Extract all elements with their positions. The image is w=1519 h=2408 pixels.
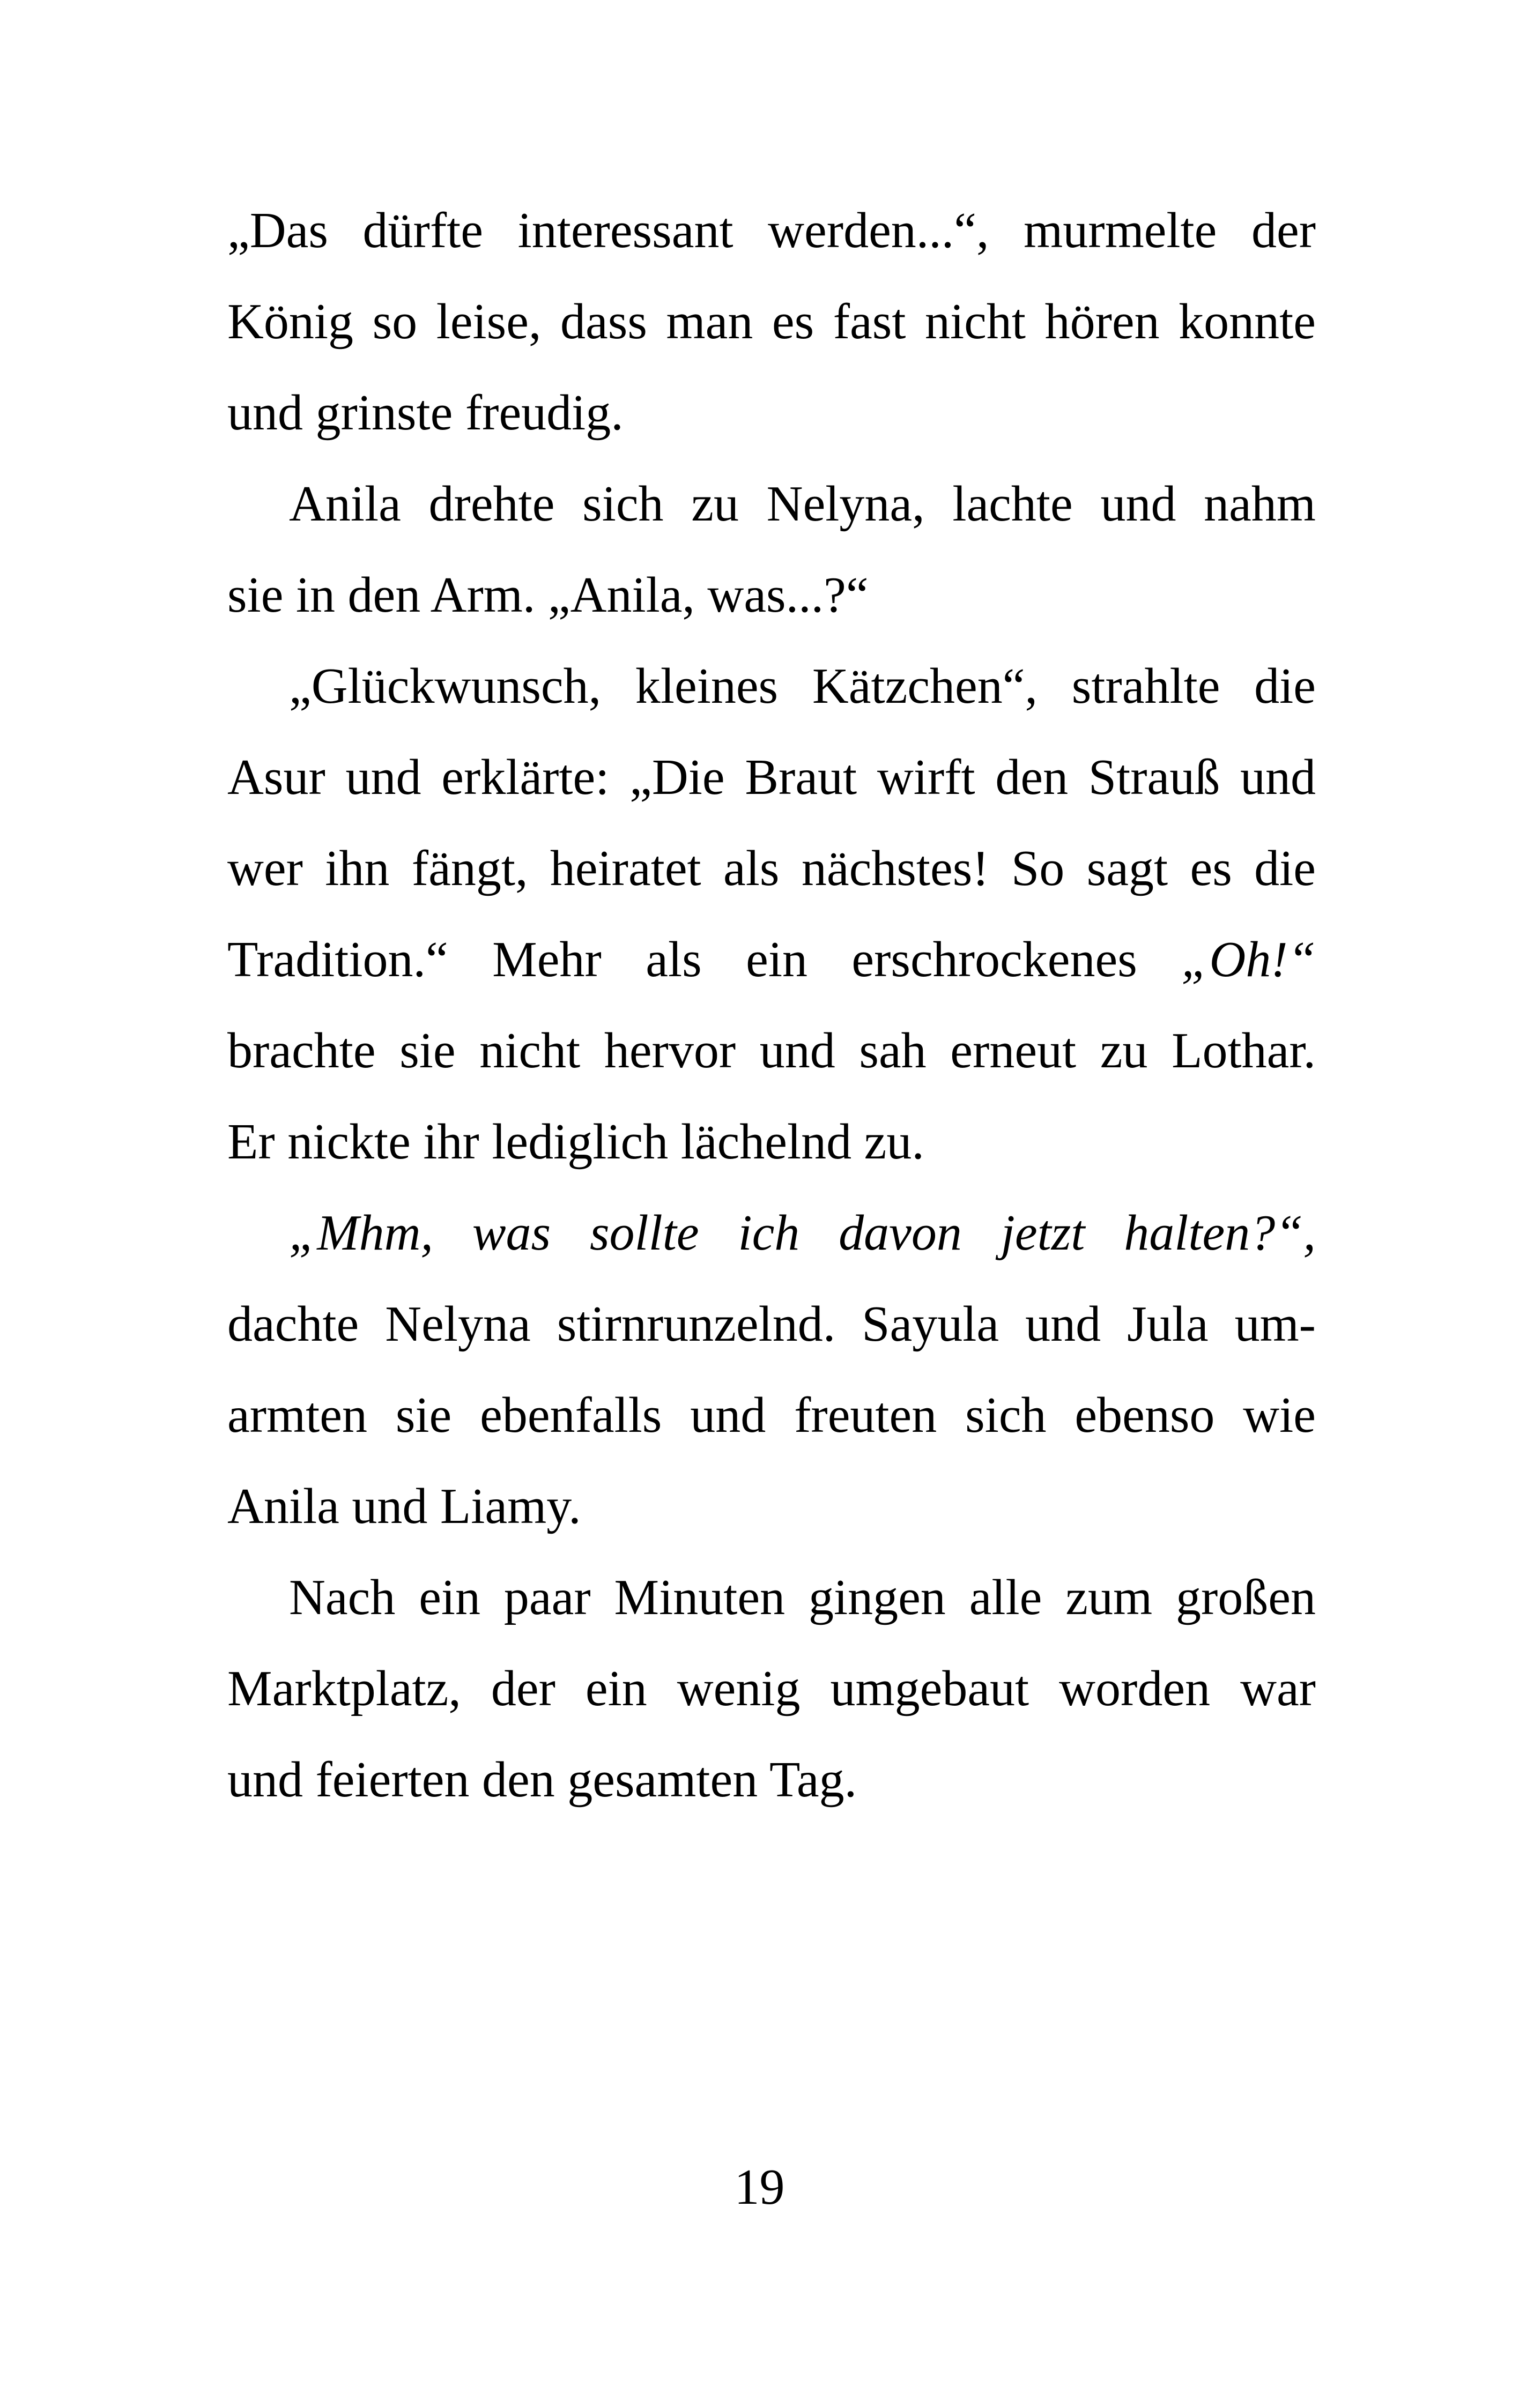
text-line: und feierten den gesamten Tag.: [227, 1752, 857, 1808]
body-text: [227, 185, 1316, 1825]
text-line: „Glückwunsch, kleines Kätzchen“, strahlte die: [289, 658, 1316, 714]
text-line: und grinste freudig.: [227, 385, 624, 441]
text-line: Nach ein paar Minuten gingen alle zum großen: [289, 1570, 1316, 1625]
italic-thought-line: „Mhm, was sollte ich davon jetzt halten?“,: [289, 1205, 1316, 1261]
page-number: 19: [734, 2159, 785, 2215]
text-line: sie in den Arm. „Anila, was...?“: [227, 567, 869, 623]
text-line: König so leise, dass man es fast nicht hören konnte: [227, 294, 1316, 350]
text-line: „Das dürfte interessant werden...“, murmelte der: [227, 203, 1316, 258]
text-line: wer ihn fängt, heiratet als nächstes! So sagt es die: [227, 841, 1316, 896]
text-line: Asur und erklärte: „Die Braut wirft den Strauß und: [227, 749, 1316, 805]
text-line: Anila drehte sich zu Nelyna, lachte und nahm: [289, 476, 1316, 532]
text-line: dachte Nelyna stirnrunzelnd. Sayula und Jula um-: [227, 1296, 1316, 1352]
text-line-mixed: [227, 914, 1316, 1005]
text-line: Er nickte ihr lediglich lächelnd zu.: [227, 1114, 924, 1170]
text-span: Tradition.“ Mehr als ein erschrockenes: [227, 932, 1137, 987]
text-line: armten sie ebenfalls und freuten sich ebenso wie: [227, 1387, 1316, 1443]
text-line: brachte sie nicht hervor und sah erneut zu Lothar.: [227, 1023, 1316, 1079]
italic-exclamation: „Oh!“: [1181, 932, 1316, 987]
text-line: Marktplatz, der ein wenig umgebaut worden war: [227, 1661, 1316, 1716]
text-line: Anila und Liamy.: [227, 1478, 581, 1534]
